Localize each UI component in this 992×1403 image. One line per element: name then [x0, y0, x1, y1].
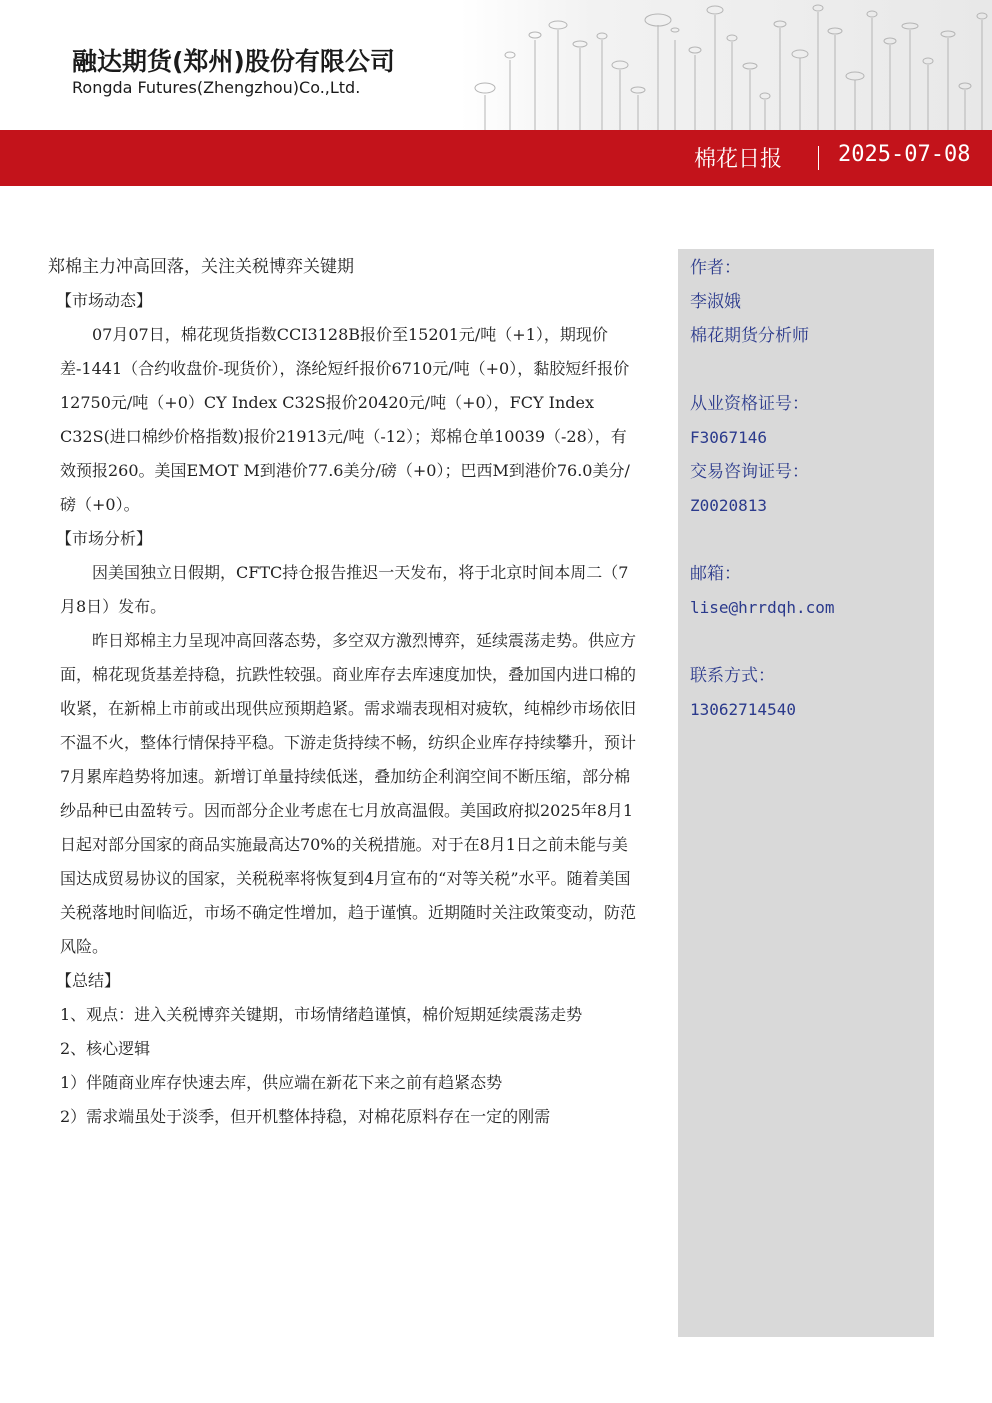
report-date: 2025-07-08	[838, 142, 971, 167]
author-name: 李淑娥	[690, 292, 741, 312]
analysis-paragraph-1: 因美国独立日假期，CFTC持仓报告推迟一天发布，将于北京时间本周二（7月8日）发布。	[60, 563, 629, 616]
qualification-label: 从业资格证号：	[690, 394, 809, 414]
market-analysis-heading: 【市场分析】	[56, 529, 153, 548]
email-label: 邮箱：	[690, 564, 741, 584]
market-news-text: 07月07日，棉花现货指数CCI3128B报价至15201元/吨（+1），期现价差-1441（合约收盘价-现货价），涤纶短纤报价6710元/吨（+0），黏胶短纤报价12750元/吨（+0）CY Index C32S报价20420元/吨（+0），FCY Index C32S(进口棉纱价格指数)报价21913元/吨（-12）；郑棉仓单10039（-28），有效预报260。美国EMOT M到港价77.6美分/磅（+0）；巴西M到港价76.0美分/磅（+0）。	[60, 325, 630, 514]
report-body	[48, 250, 638, 1134]
summary-item: 2、核心逻辑	[60, 1039, 151, 1058]
market-news-heading: 【市场动态】	[56, 291, 153, 310]
report-headline: 郑棉主力冲高回落，关注关税博弈关键期	[48, 257, 354, 277]
consult-label: 交易咨询证号：	[690, 462, 809, 482]
email-link[interactable]: lise@hrrdqh.com	[690, 598, 835, 617]
phone-number: 13062714540	[690, 700, 796, 719]
author-label: 作者：	[690, 258, 741, 278]
title-separator	[818, 146, 819, 170]
header-decoration	[460, 0, 992, 130]
analysis-paragraph-2: 昨日郑棉主力呈现冲高回落态势，多空双方激烈博弈，延续震荡走势。供应方面，棉花现货基差持稳，抗跌性较强。商业库存去库速度加快，叠加国内进口棉的收紧，在新棉上市前或出现供应预期趋紧。需求端表现相对疲软，纯棉纱市场依旧不温不火，整体行情保持平稳。下游走货持续不畅，纺织企业库存持续攀升，预计7月累库趋势将加速。新增订单量持续低迷，叠加纺企利润空间不断压缩，部分棉纱品种已由盈转亏。因而部分企业考虑在七月放高温假。美国政府拟2025年8月1日起对部分国家的商品实施最高达70%的关税措施。对于在8月1日之前未能与美国达成贸易协议的国家，关税税率将恢复到4月宣布的“对等关税”水平。随着美国关税落地时间临近，市场不确定性增加，趋于谨慎。近期随时关注政策变动，防范风险。	[60, 631, 637, 956]
summary-heading: 【总结】	[56, 971, 121, 990]
summary-item: 1）伴随商业库存快速去库，供应端在新花下来之前有趋紧态势	[60, 1073, 503, 1092]
report-title-bar	[0, 130, 992, 186]
consult-number: Z0020813	[690, 496, 768, 515]
company-name-cn: 融达期货(郑州)股份有限公司	[72, 47, 395, 76]
author-title: 棉花期货分析师	[690, 326, 809, 346]
report-type: 棉花日报	[693, 147, 782, 172]
qualification-number: F3067146	[690, 428, 768, 447]
contact-label: 联系方式：	[690, 666, 775, 686]
summary-item: 1、观点：进入关税博弈关键期，市场情绪趋谨慎，棉价短期延续震荡走势	[60, 1005, 583, 1024]
summary-item: 2）需求端虽处于淡季，但开机整体持稳，对棉花原料存在一定的刚需	[60, 1107, 551, 1126]
company-name-en: Rongda Futures(Zhengzhou)Co.,Ltd.	[72, 78, 361, 97]
author-sidebar	[678, 249, 934, 1337]
page-header	[0, 0, 992, 130]
